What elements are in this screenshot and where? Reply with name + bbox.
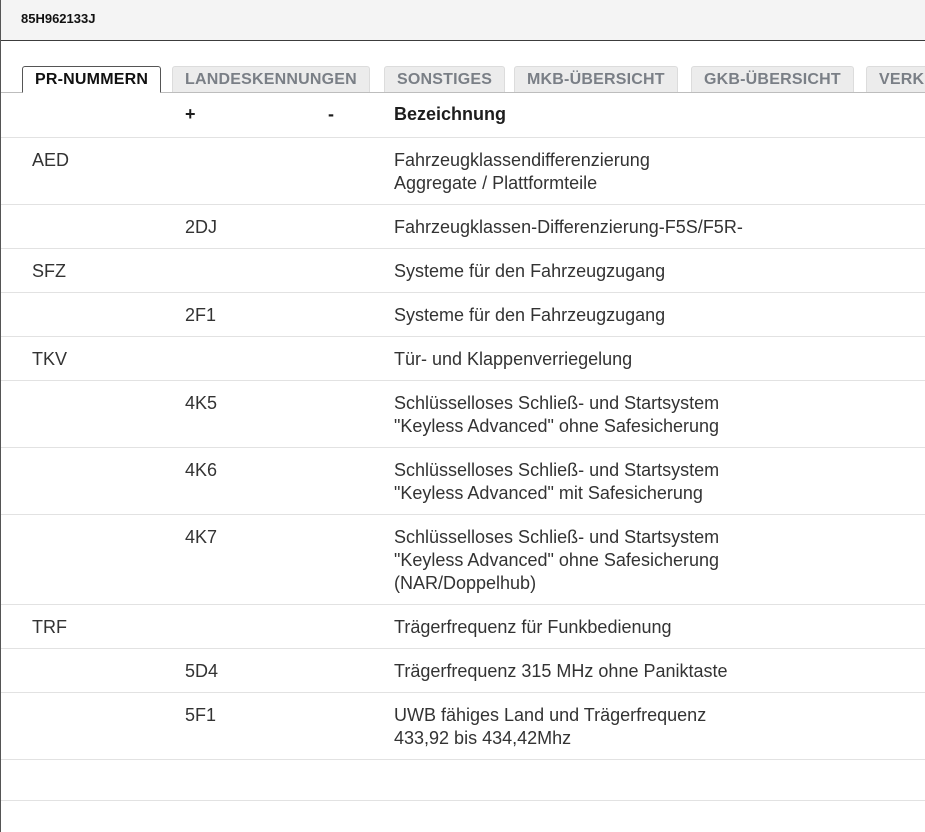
header-description: Bezeichnung (394, 104, 507, 124)
description-line: Fahrzeugklassendifferenzierung (394, 150, 650, 170)
cell-description (394, 260, 914, 283)
description-line: Tür- und Klappenverriegelung (394, 349, 633, 369)
cell-plus: 4K5 (185, 393, 218, 413)
table-row[interactable] (1, 205, 925, 249)
table-row[interactable] (1, 693, 925, 760)
cell-plus: 2DJ (185, 217, 218, 237)
description-line: Systeme für den Fahrzeugzugang (394, 261, 666, 281)
cell-family: TRF (32, 617, 67, 637)
cell-description (394, 616, 914, 639)
table-row[interactable] (1, 138, 925, 205)
description-line: Fahrzeugklassen-Differenzierung-F5S/F5R- (394, 217, 743, 237)
cell-description (394, 304, 914, 327)
table-footer-row (1, 760, 925, 801)
cell-plus: 4K7 (185, 527, 218, 547)
table-row[interactable] (1, 605, 925, 649)
cell-description (394, 392, 914, 438)
description-line: 433,92 bis 434,42Mhz (394, 728, 572, 748)
tab-verk[interactable]: VERK (866, 66, 925, 92)
pr-number-table (1, 94, 925, 801)
description-line: "Keyless Advanced" ohne Safesicherung (394, 550, 719, 570)
tab-pr-nummern[interactable]: PR-NUMMERN (22, 66, 161, 93)
table-row[interactable] (1, 249, 925, 293)
description-line: "Keyless Advanced" mit Safesicherung (394, 483, 703, 503)
header-minus: - (328, 104, 334, 124)
cell-family: SFZ (32, 261, 66, 281)
title-bar (1, 0, 925, 41)
description-line: UWB fähiges Land und Trägerfrequenz (394, 705, 707, 725)
cell-description (394, 459, 914, 505)
cell-plus: 4K6 (185, 460, 218, 480)
description-line: Schlüsselloses Schließ- und Startsystem (394, 460, 720, 480)
description-line: Trägerfrequenz für Funkbedienung (394, 617, 672, 637)
cell-description (394, 526, 914, 595)
description-line: Trägerfrequenz 315 MHz ohne Paniktaste (394, 661, 728, 681)
description-line: Schlüsselloses Schließ- und Startsystem (394, 527, 720, 547)
description-line: "Keyless Advanced" ohne Safesicherung (394, 416, 719, 436)
tab-landeskennungen[interactable]: LANDESKENNUNGEN (172, 66, 370, 92)
cell-description (394, 660, 914, 683)
cell-family: AED (32, 150, 70, 170)
window-title: 85H962133J (21, 11, 96, 26)
header-plus: + (185, 104, 196, 124)
table-row[interactable] (1, 515, 925, 605)
tab-gkb-uebersicht[interactable]: GKB-ÜBERSICHT (691, 66, 854, 92)
cell-plus: 5F1 (185, 705, 217, 725)
description-line: Systeme für den Fahrzeugzugang (394, 305, 666, 325)
cell-description (394, 704, 914, 750)
cell-plus: 2F1 (185, 305, 217, 325)
cell-description (394, 149, 914, 195)
description-line: Schlüsselloses Schließ- und Startsystem (394, 393, 720, 413)
table-row[interactable] (1, 649, 925, 693)
cell-family: TKV (32, 349, 68, 369)
table-row[interactable] (1, 381, 925, 448)
tab-sonstiges[interactable]: SONSTIGES (384, 66, 505, 92)
cell-description (394, 348, 914, 371)
cell-plus: 5D4 (185, 661, 219, 681)
table-row[interactable] (1, 337, 925, 381)
description-line: (NAR/Doppelhub) (394, 573, 537, 593)
table-row[interactable] (1, 293, 925, 337)
table-header (1, 94, 925, 138)
tab-mkb-uebersicht[interactable]: MKB-ÜBERSICHT (514, 66, 678, 92)
description-line: Aggregate / Plattformteile (394, 173, 598, 193)
cell-description (394, 216, 914, 239)
table-row[interactable] (1, 448, 925, 515)
tab-bar (1, 66, 925, 93)
